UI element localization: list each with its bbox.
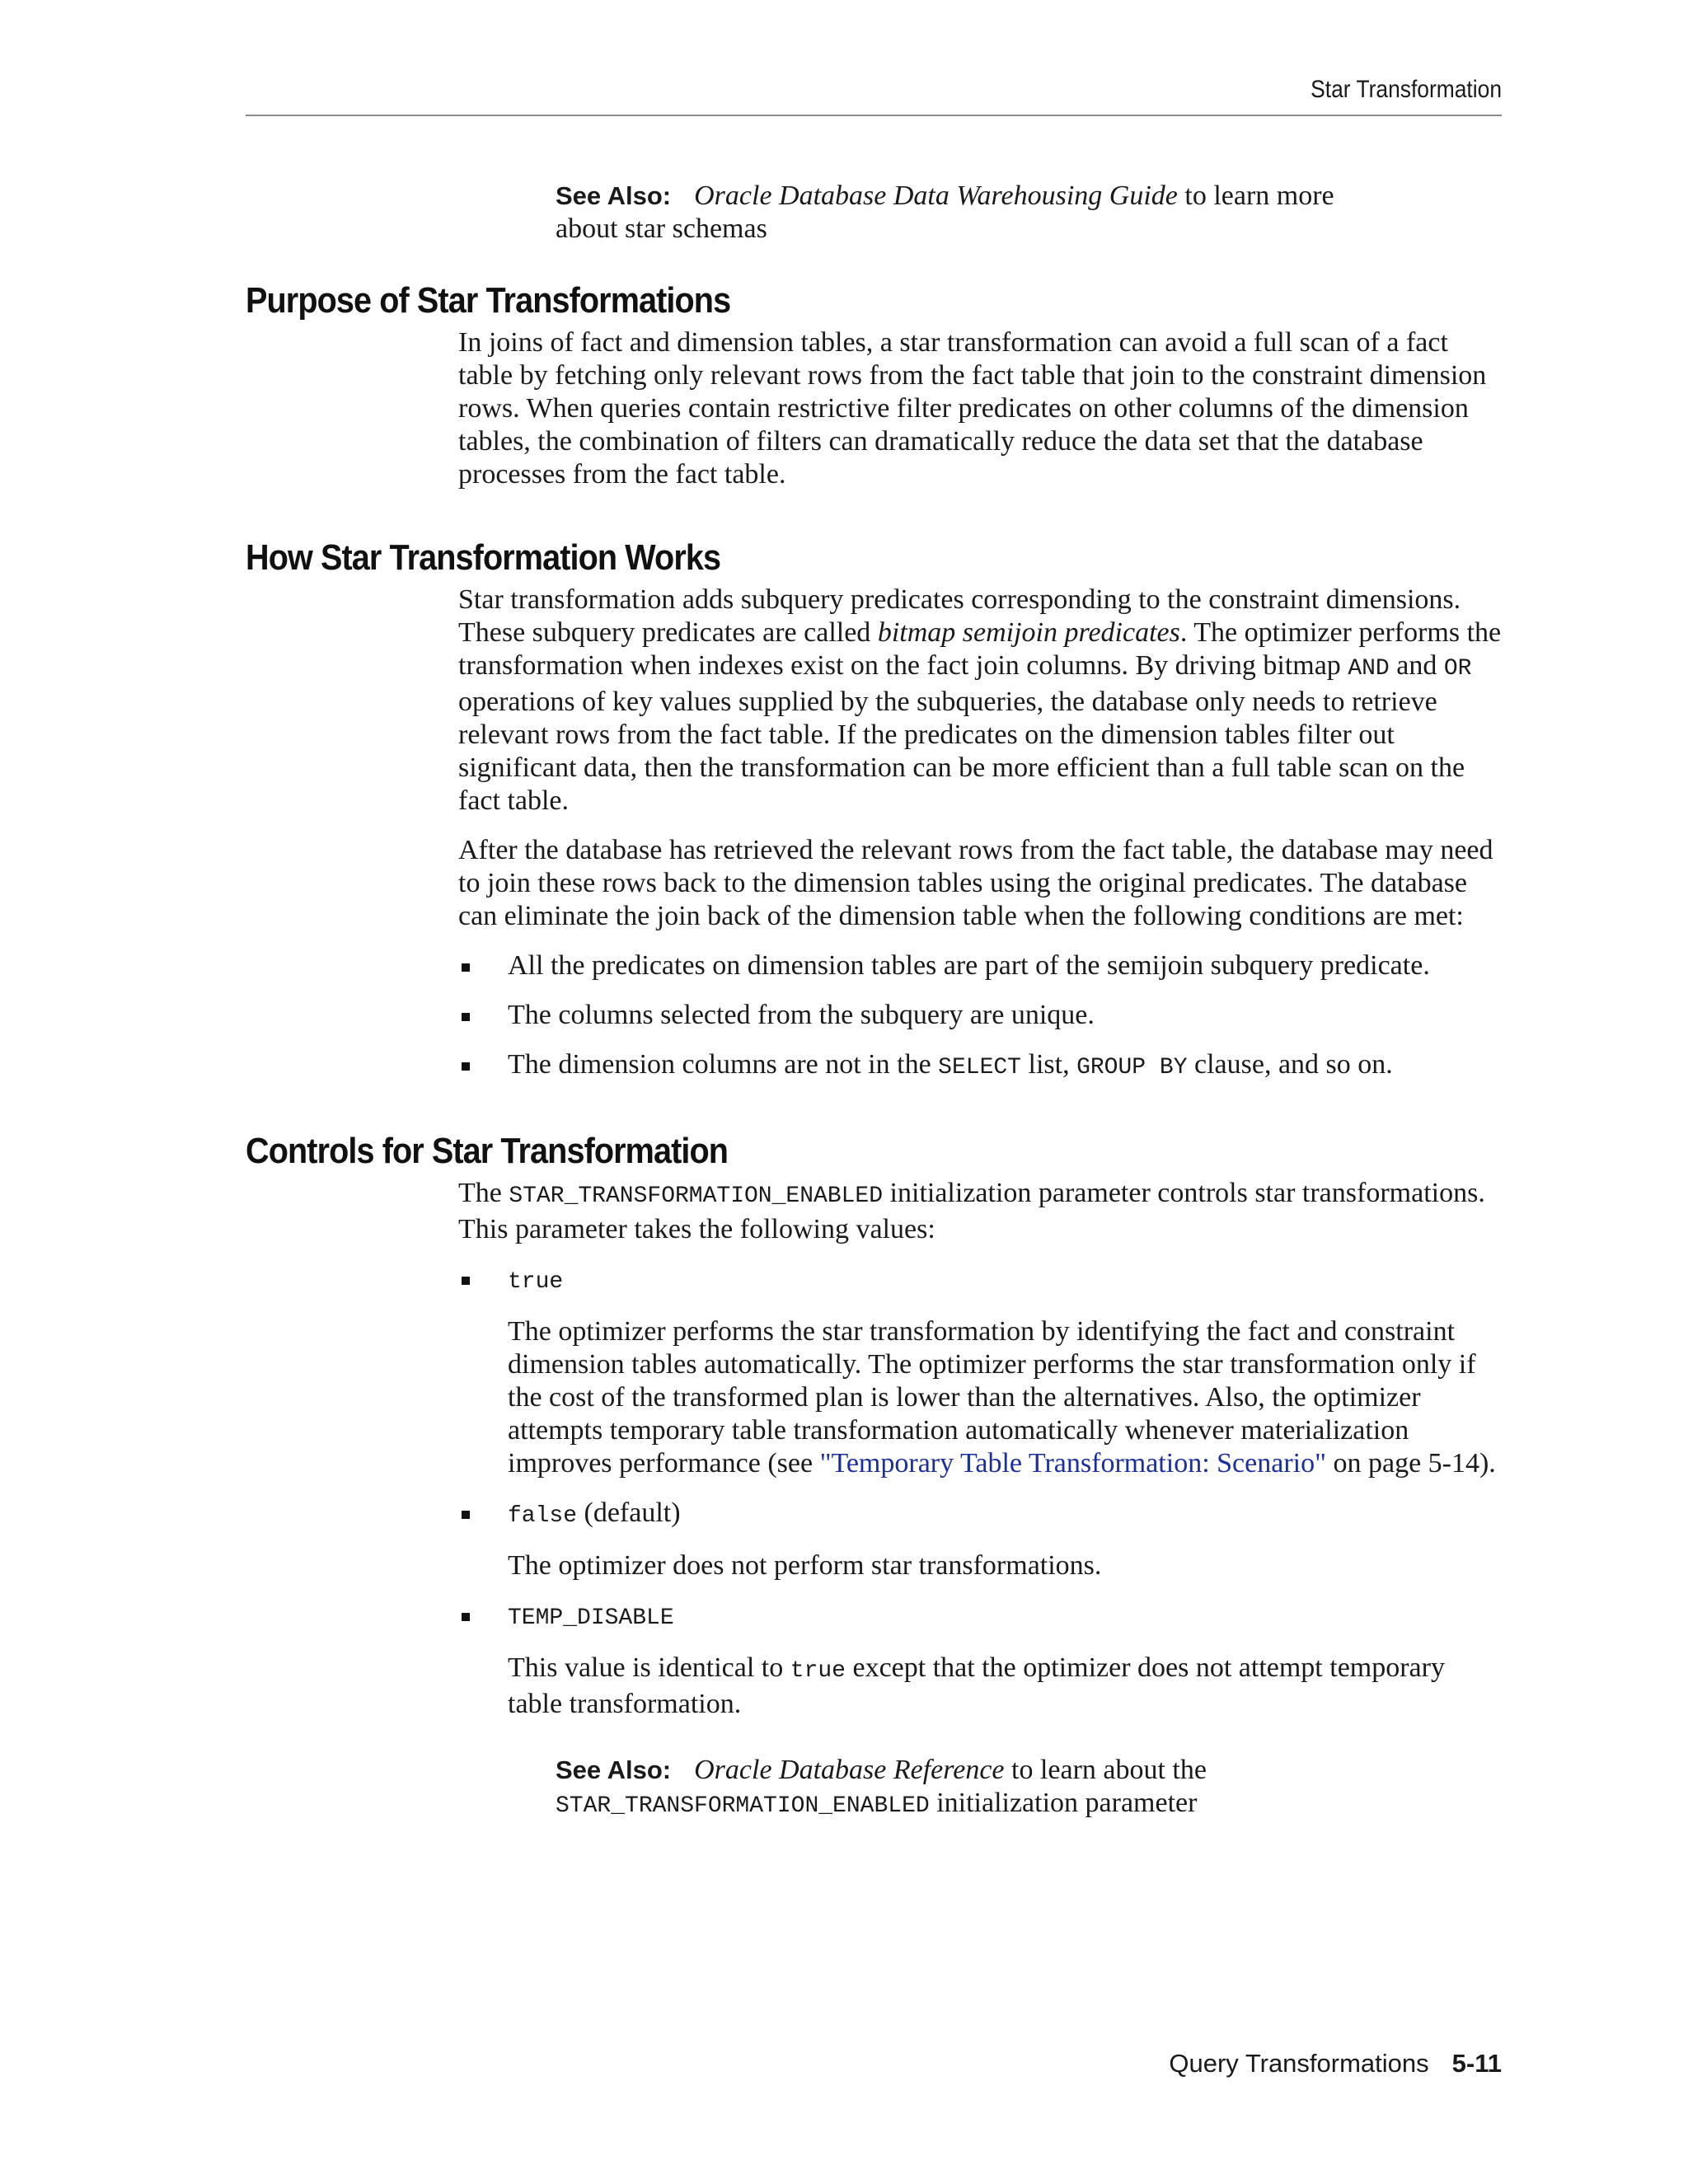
bullet-icon (462, 1511, 470, 1519)
controls-body (458, 1177, 1502, 1721)
text-run: operations of key values supplied by the subqueries, the database only needs to retrieve relevant rows from the fact table. If the predicates on the dimension tables filter out significant data, then the transformation can be more efficient than a full table scan on the fact table. (458, 687, 1465, 816)
code-and: AND (1348, 656, 1390, 682)
text-run: (default) (577, 1497, 681, 1528)
code-group-by: GROUP BY (1076, 1055, 1188, 1080)
book-title: Oracle Database Data Warehousing Guide (694, 180, 1178, 211)
code-value-true: true (790, 1658, 846, 1684)
see-also-text: to learn more about star schemas (556, 180, 1334, 244)
text-run: list, (1021, 1049, 1077, 1080)
bullet-icon (462, 963, 470, 972)
text-run: Star transformation adds subquery predicates corresponding to the constraint dimensions. These subquery predicates are called (458, 584, 1461, 648)
text-run: and (1389, 650, 1444, 681)
code-value-temp-disable: TEMP_DISABLE (508, 1605, 674, 1631)
conditions-list (458, 949, 1502, 1085)
list-item (458, 1497, 1502, 1582)
controls-intro (458, 1177, 1502, 1246)
how-paragraph-2: After the database has retrieved the relevant rows from the fact table, the database may need to join these rows back to the dimension tables using the original predicates. The database can eliminate the join back of the dimension table when the following conditions are met: (458, 835, 1493, 931)
bullet-icon (462, 1013, 470, 1021)
cross-reference-link[interactable]: "Temporary Table Transformation: Scenario" (819, 1448, 1326, 1479)
chapter-title: Query Transformations (1169, 2049, 1429, 2078)
code-or: OR (1443, 656, 1472, 682)
bullet-icon (462, 1062, 470, 1071)
see-also-label: See Also: (556, 181, 672, 210)
text-run: The optimizer performs the star transformation by identifying the fact and constraint dimension tables automatically. The optimizer performs the star transformation only if the cost of the transformed plan is lower than the alternatives. Also, the optimizer attempts temporary table transformation automatically whenever materialization improves performance (see (508, 1316, 1476, 1479)
code-select: SELECT (938, 1055, 1021, 1080)
text-run: . The optimizer performs the transformation when indexes exist on the fact join columns. By driving bitmap (458, 617, 1502, 681)
code-parameter: STAR_TRANSFORMATION_ENABLED (556, 1793, 930, 1819)
page-number: 5-11 (1451, 2049, 1502, 2078)
list-item (458, 949, 1502, 982)
text-run: The (458, 1178, 509, 1208)
text-run: initialization parameter (929, 1788, 1198, 1818)
book-title: Oracle Database Reference (694, 1755, 1005, 1785)
list-item (458, 1048, 1502, 1085)
purpose-paragraph: In joins of fact and dimension tables, a star transformation can avoid a full scan of a fact table by fetching only relevant rows from the fact table that join to the constraint dimension rows. When queries contain restrictive filter predicates on other columns of the dimension tables, the combination of filters can dramatically reduce the data set that the database processes from the fact table. (458, 327, 1487, 490)
code-value-true: true (508, 1269, 564, 1295)
running-header: Star Transformation (1311, 76, 1502, 103)
text-run: The dimension columns are not in the (508, 1049, 939, 1080)
temp-description (508, 1652, 1502, 1721)
section-heading-controls: Controls for Star Transformation (246, 1131, 729, 1171)
text-run: to learn about the (1004, 1755, 1207, 1785)
page-footer (246, 2049, 1502, 2079)
how-body (458, 583, 1502, 1085)
see-also-note (556, 1754, 1380, 1823)
list-item-text: All the predicates on dimension tables are part of the semijoin subquery predicate. (508, 950, 1430, 981)
text-run: initialization parameter controls star transformations. This parameter takes the following values: (458, 1178, 1485, 1244)
list-item-text: The columns selected from the subquery are unique. (508, 1000, 1095, 1030)
list-item (458, 1263, 1502, 1480)
header-rule (246, 115, 1502, 116)
text-run: This value is identical to (508, 1652, 790, 1683)
text-run: on page 5-14). (1325, 1448, 1496, 1479)
text-run: clause, and so on. (1187, 1049, 1393, 1080)
page-content (246, 180, 1502, 1823)
section-heading-how: How Star Transformation Works (246, 537, 721, 578)
list-item (458, 1599, 1502, 1721)
term-bitmap-semijoin: bitmap semijoin predicates (877, 617, 1180, 648)
bullet-icon (462, 1277, 470, 1285)
values-list (458, 1263, 1502, 1721)
text-run: except that the optimizer does not attempt temporary table transformation. (508, 1652, 1445, 1719)
code-value-false: false (508, 1503, 578, 1529)
section-heading-purpose: Purpose of Star Transformations (246, 280, 731, 321)
list-item (458, 999, 1502, 1032)
purpose-body (458, 326, 1502, 491)
see-also-label: See Also: (556, 1755, 672, 1784)
bullet-icon (462, 1613, 470, 1621)
false-description: The optimizer does not perform star transformations. (508, 1550, 1102, 1581)
how-paragraph-1 (458, 583, 1502, 818)
code-parameter: STAR_TRANSFORMATION_ENABLED (509, 1183, 884, 1209)
true-description (508, 1315, 1502, 1480)
see-also-note (556, 180, 1380, 246)
